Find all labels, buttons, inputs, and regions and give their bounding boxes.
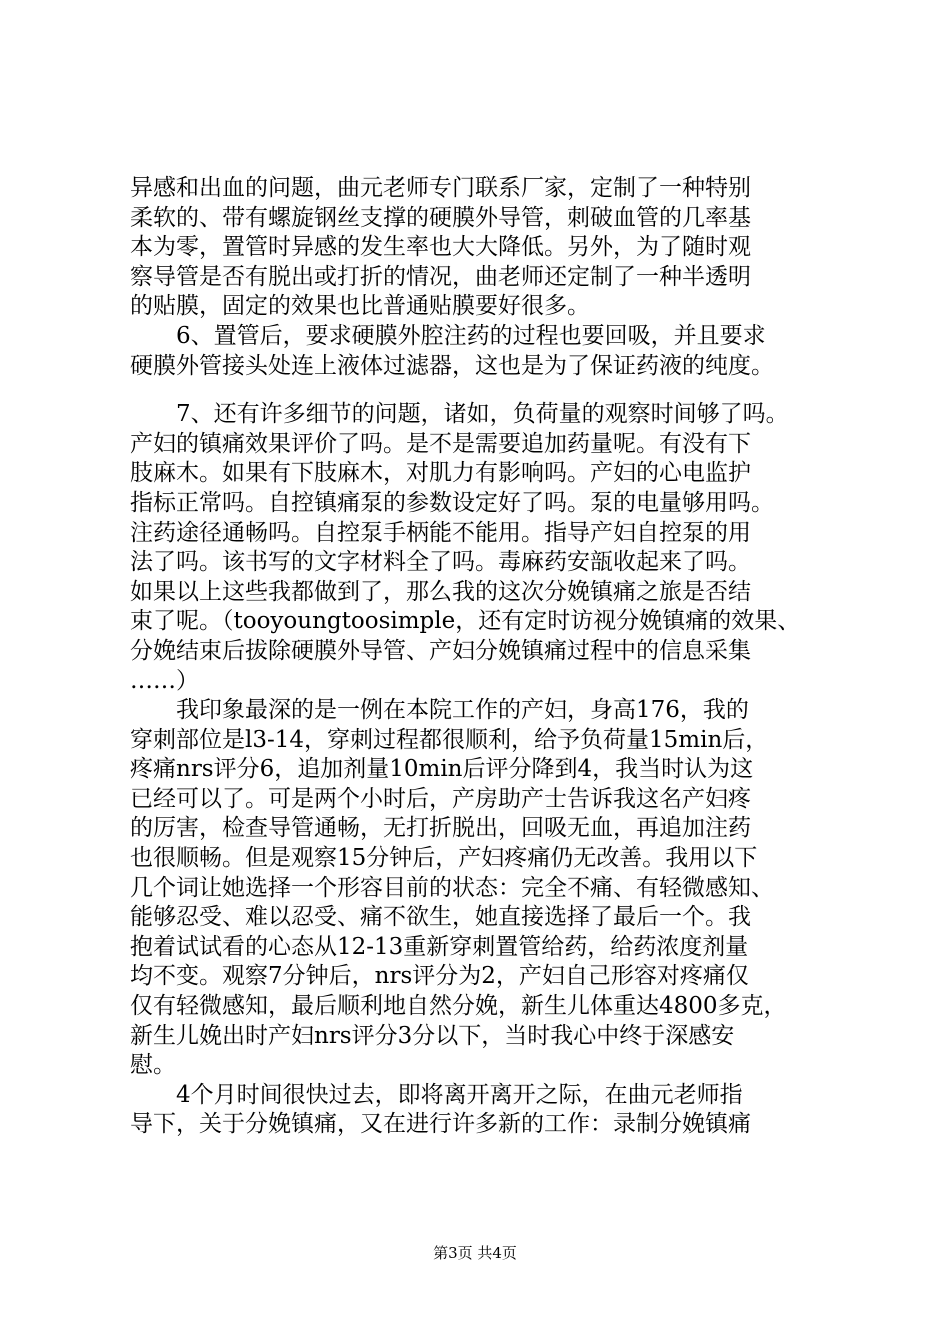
paragraph xyxy=(130,696,836,1081)
text-line: 慰。 xyxy=(130,1052,176,1079)
text-line: 我印象最深的是一例在本院工作的产妇，身高176，我的 xyxy=(130,697,749,724)
text-line: 导下，关于分娩镇痛，又在进行许多新的工作：录制分娩镇痛 xyxy=(130,1111,751,1138)
text-line: 的厉害，检查导管通畅，无打折脱出，回吸无血，再追加注药 xyxy=(130,815,751,842)
text-line: 本为零，置管时异感的发生率也大大降低。另外，为了随时观 xyxy=(130,234,751,261)
text-line: 硬膜外管接头处连上液体过滤器，这也是为了保证药液的纯度。 xyxy=(130,352,774,379)
text-line: 产妇的镇痛效果评价了吗。是不是需要追加药量呢。有没有下 xyxy=(130,430,751,457)
text-line: 肢麻木。如果有下肢麻木，对肌力有影响吗。产妇的心电监护 xyxy=(130,460,751,487)
page-footer: 第3页 共4页 xyxy=(433,1244,517,1262)
text-line: 新生儿娩出时产妇nrs评分3分以下，当时我心中终于深感安 xyxy=(130,1022,735,1049)
text-line: 疼痛nrs评分6，追加剂量10min后评分降到4，我当时认为这 xyxy=(130,756,754,783)
text-line: 仅有轻微感知，最后顺利地自然分娩，新生儿体重达4800多克， xyxy=(130,993,787,1020)
text-line: 异感和出血的问题，曲元老师专门联系厂家，定制了一种特别 xyxy=(130,175,751,201)
text-line: ……） xyxy=(130,667,199,694)
text-line: 4个月时间很快过去，即将离开离开之际，在曲元老师指 xyxy=(130,1081,743,1108)
text-line: 也很顺畅。但是观察15分钟后，产妇疼痛仍无改善。我用以下 xyxy=(130,845,758,872)
document-body xyxy=(130,174,836,1140)
text-line: 法了吗。该书写的文字材料全了吗。毒麻药安瓿收起来了吗。 xyxy=(130,549,751,576)
paragraph xyxy=(130,174,836,322)
text-line: 如果以上这些我都做到了，那么我的这次分娩镇痛之旅是否结 xyxy=(130,578,751,605)
text-line: 穿刺部位是l3-14，穿刺过程都很顺利，给予负荷量15min后， xyxy=(130,726,769,753)
text-line: 已经可以了。可是两个小时后，产房助产士告诉我这名产妇疼 xyxy=(130,785,751,812)
text-line: 能够忍受、难以忍受、痛不欲生，她直接选择了最后一个。我 xyxy=(130,904,751,931)
text-line: 7、还有许多细节的问题，诸如，负荷量的观察时间够了吗。 xyxy=(130,401,789,428)
text-line: 的贴膜，固定的效果也比普通贴膜要好很多。 xyxy=(130,293,590,320)
text-line: 均不变。观察7分钟后，nrs评分为2，产妇自己形容对疼痛仅 xyxy=(130,963,749,990)
paragraph xyxy=(130,1081,836,1140)
text-line: 束了呢。（tooyoungtoosimple，还有定时访视分娩镇痛的效果、 xyxy=(130,608,801,635)
text-line: 注药途径通畅吗。自控泵手柄能不能用。指导产妇自控泵的用 xyxy=(130,519,751,546)
text-line: 抱着试试看的心态从12-13重新穿刺置管给药，给药浓度剂量 xyxy=(130,933,749,960)
paragraph-gap xyxy=(130,381,836,400)
text-line: 柔软的、带有螺旋钢丝支撑的硬膜外导管，刺破血管的几率基 xyxy=(130,204,751,231)
paragraph xyxy=(130,322,836,381)
text-line: 几个词让她选择一个形容目前的状态：完全不痛、有轻微感知、 xyxy=(130,874,774,901)
paragraph xyxy=(130,400,836,696)
text-line: 分娩结束后拔除硬膜外导管、产妇分娩镇痛过程中的信息采集 xyxy=(130,637,751,664)
text-line: 察导管是否有脱出或打折的情况，曲老师还定制了一种半透明 xyxy=(130,263,751,290)
text-line: 6、置管后，要求硬膜外腔注药的过程也要回吸，并且要求 xyxy=(130,322,766,349)
text-line: 指标正常吗。自控镇痛泵的参数设定好了吗。泵的电量够用吗。 xyxy=(130,489,774,516)
